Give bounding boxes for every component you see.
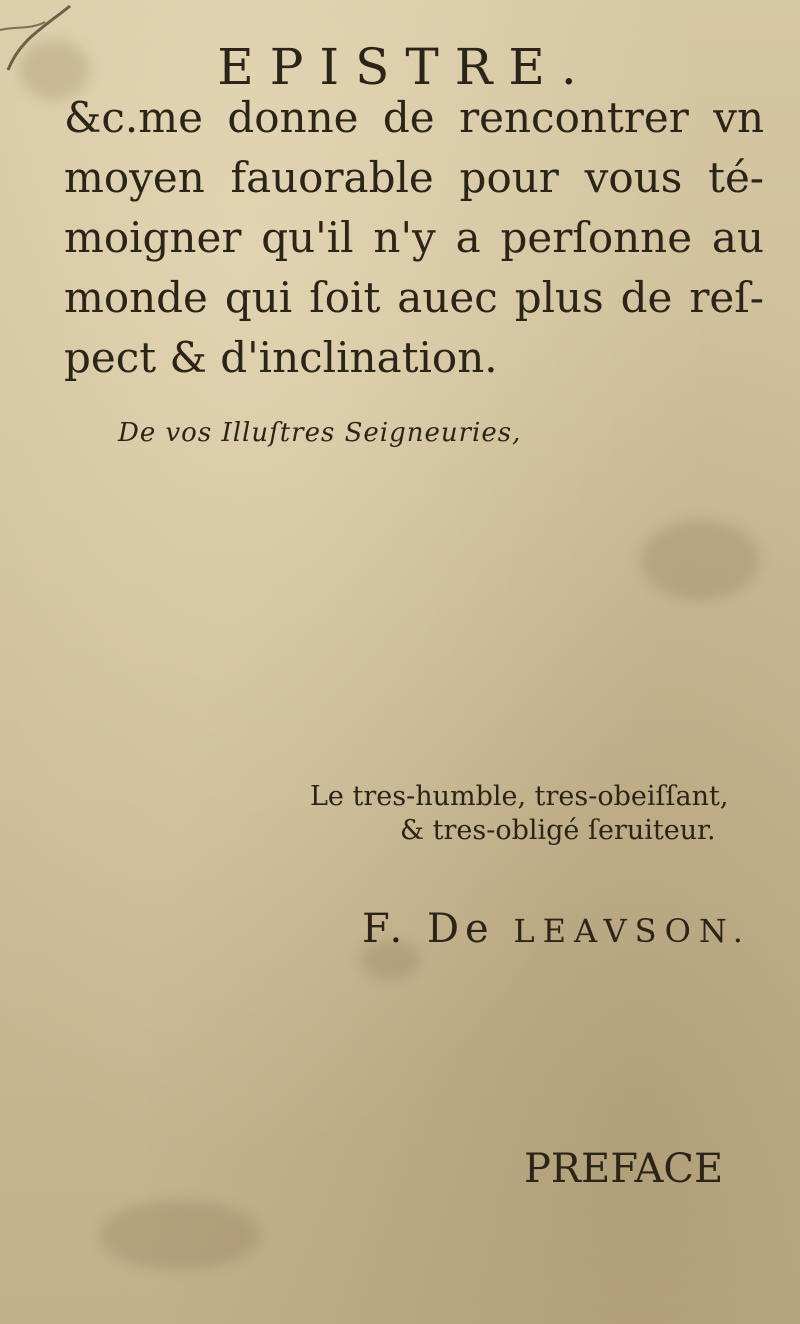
signature-prefix: F. De (362, 906, 514, 952)
body-line: &c.me donne de rencontrer vn (64, 93, 764, 142)
closing-line: & tres-obligé ſeruiteur. (400, 815, 716, 846)
signature (362, 906, 751, 952)
body-line: pect & d'inclination. (64, 333, 498, 382)
paper-stain (100, 1200, 260, 1270)
paper-stain (640, 520, 760, 600)
body-paragraph (64, 88, 764, 388)
closing-formula (310, 780, 780, 848)
signature-name: LEAVSON. (513, 912, 751, 950)
catchword: PREFACE (524, 1146, 724, 1192)
salutation: De vos Illuſtres Seigneuries, (118, 418, 522, 448)
body-line: monde qui ſoit auec plus de reſ- (64, 273, 764, 322)
running-head: EPISTRE. (217, 38, 593, 96)
closing-line: Le tres-humble, tres-obeiſſant, (310, 781, 729, 812)
body-line: moyen fauorable pour vous té- (64, 153, 764, 202)
body-line: moigner qu'il n'y a perſonne au (64, 213, 764, 262)
